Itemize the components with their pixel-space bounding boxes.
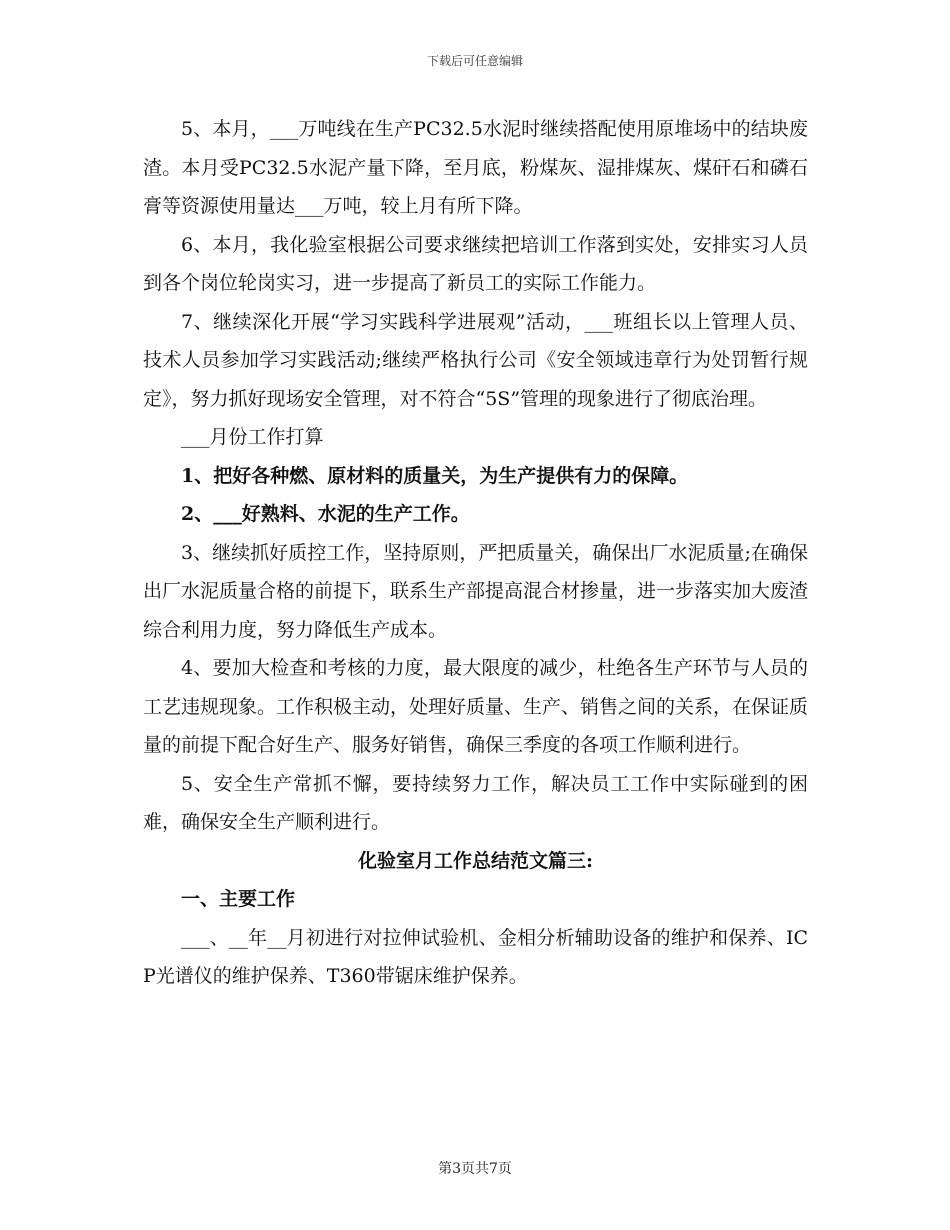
plan-item-2: 2、___好熟料、水泥的生产工作。 bbox=[181, 503, 470, 525]
plan-item-1: 1、把好各种燃、原材料的质量关，为生产提供有力的保障。 bbox=[181, 464, 689, 487]
paragraph-item-5: 5、本月，___万吨线在生产PC32.5水泥时继续搭配使用原堆场中的结块废渣。本月受PC32.5水泥产量下降，至月底，粉煤灰、湿排煤灰、煤矸石和磷石膏等资源使用量达___万吨，较上月有所下降。 bbox=[143, 118, 808, 217]
plan-item-3: 3、继续抓好质控工作，坚持原则，严把质量关，确保出厂水泥质量;在确保出厂水泥质量合格的前提下，联系生产部提高混合材掺量，进一步落实加大废渣综合利用力度，努力降低生产成本。 bbox=[143, 541, 809, 641]
plan-item-4: 4、要加大检查和考核的力度，最大限度的减少，杜绝各生产环节与人员的工艺违规现象。工作积极主动，处理好质量、生产、销售之间的关系，在保证质量的前提下配合好生产、服务好销售，确保三季度的各项工作顺利进行。 bbox=[143, 657, 809, 756]
paragraph-item-6: 6、本月，我化验室根据公司要求继续把培训工作落到实处，安排实习人员到各个岗位轮岗实习，进一步提高了新员工的实际工作能力。 bbox=[143, 233, 808, 294]
paragraph-item-7: 7、继续深化开展“学习实践科学进展观”活动，___班组长以上管理人员、技术人员参加学习实践活动;继续严格执行公司《安全领域违章行为处罚暂行规定》，努力抓好现场安全管理，对不符合“5S”管理的现象进行了彻底治理。 bbox=[143, 310, 808, 410]
page-number: 第3页共7页 bbox=[438, 1161, 512, 1177]
plan-item-5: 5、安全生产常抓不懈，要持续努力工作，解决员工工作中实际碰到的困难，确保安全生产顺利进行。 bbox=[143, 772, 808, 833]
section-heading-main-work: 一、主要工作 bbox=[181, 888, 296, 910]
article-title: 化验室月工作总结范文篇三: bbox=[357, 849, 593, 872]
section-heading-plan: ___月份工作打算 bbox=[181, 426, 324, 448]
header-note: 下载后可任意编辑 bbox=[426, 54, 523, 68]
main-work-paragraph: ___、__年__月初进行对拉伸试验机、金相分析辅助设备的维护和保养、ICP光谱仪的维护保养、T360带锯床维护保养。 bbox=[143, 926, 808, 987]
document-body bbox=[143, 110, 808, 996]
